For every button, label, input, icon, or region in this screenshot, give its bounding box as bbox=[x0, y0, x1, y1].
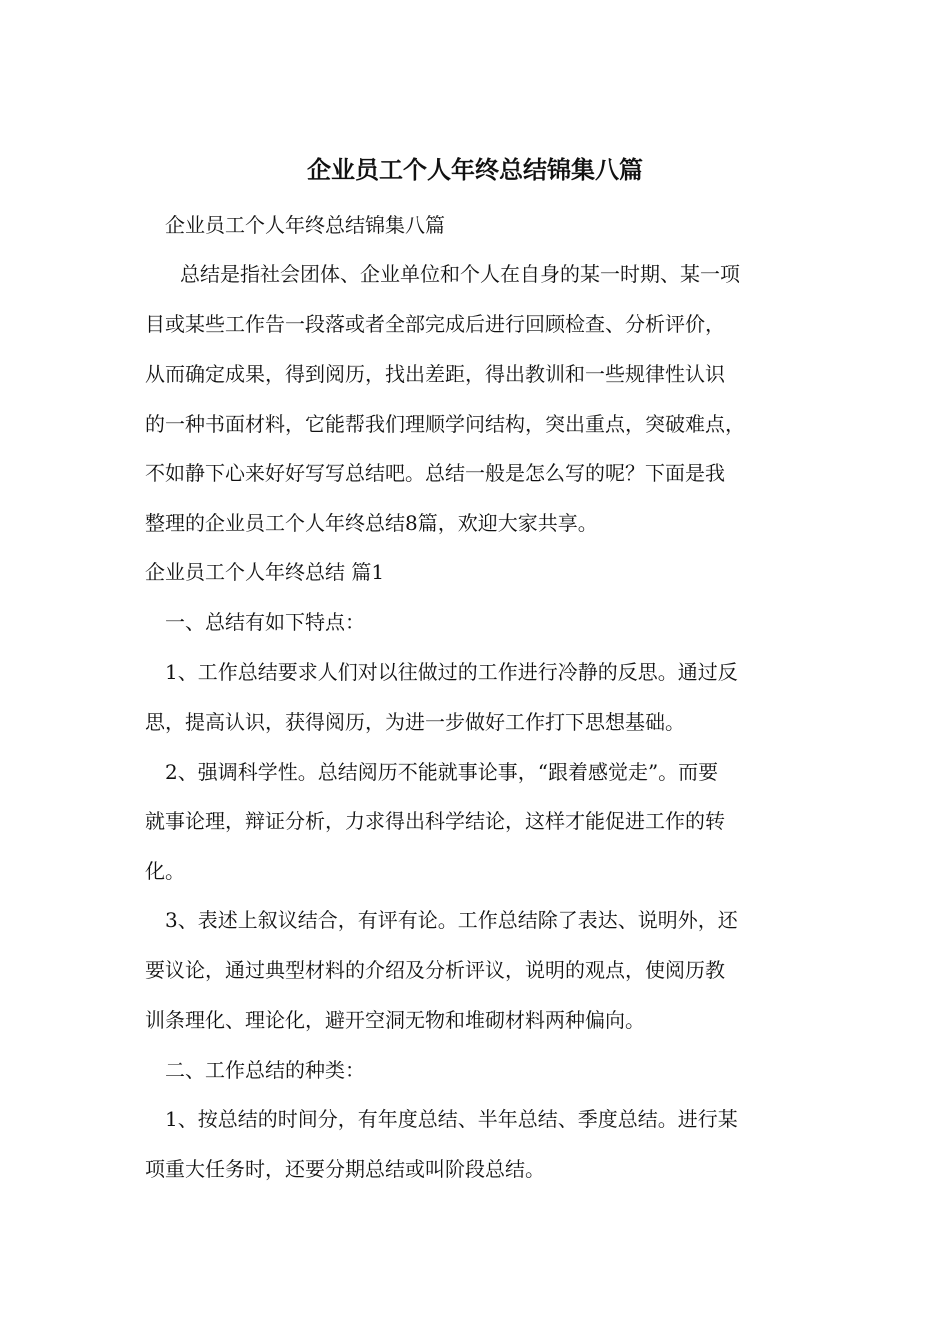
paragraph-line: 总结是指社会团体、企业单位和个人在自身的某一时期、某一项 bbox=[180, 262, 740, 286]
paragraph-line: 1、工作总结要求人们对以往做过的工作进行冷静的反思。通过反 bbox=[165, 660, 738, 684]
subsection-heading: 一、总结有如下特点： bbox=[165, 610, 365, 634]
paragraph-line: 化。 bbox=[145, 859, 185, 883]
paragraph-line: 就事论理，辩证分析，力求得出科学结论，这样才能促进工作的转 bbox=[145, 809, 725, 833]
paragraph-line: 3、表述上叙议结合，有评有论。工作总结除了表达、说明外，还 bbox=[165, 908, 738, 932]
paragraph-line: 的一种书面材料，它能帮我们理顺学问结构，突出重点，突破难点， bbox=[145, 412, 745, 436]
paragraph-line: 思，提高认识，获得阅历，为进一步做好工作打下思想基础。 bbox=[145, 710, 685, 734]
paragraph-line: 整理的企业员工个人年终总结8篇，欢迎大家共享。 bbox=[145, 511, 598, 535]
section-heading: 企业员工个人年终总结 篇1 bbox=[145, 560, 385, 584]
paragraph-line: 从而确定成果，得到阅历，找出差距，得出教训和一些规律性认识 bbox=[145, 362, 725, 386]
subsection-heading: 二、工作总结的种类： bbox=[165, 1058, 365, 1082]
paragraph-line: 项重大任务时，还要分期总结或叫阶段总结。 bbox=[145, 1157, 545, 1181]
paragraph-line: 训条理化、理论化，避开空洞无物和堆砌材料两种偏向。 bbox=[145, 1008, 645, 1032]
paragraph-line: 目或某些工作告一段落或者全部完成后进行回顾检查、分析评价， bbox=[145, 312, 725, 336]
subtitle-line: 企业员工个人年终总结锦集八篇 bbox=[165, 213, 445, 237]
paragraph-line: 2、强调科学性。总结阅历不能就事论事，“跟着感觉走”。而要 bbox=[165, 760, 719, 784]
paragraph-line: 1、按总结的时间分，有年度总结、半年总结、季度总结。进行某 bbox=[165, 1107, 738, 1131]
paragraph-line: 要议论，通过典型材料的介绍及分析评议，说明的观点，使阅历教 bbox=[145, 958, 725, 982]
document-title: 企业员工个人年终总结锦集八篇 bbox=[307, 156, 643, 184]
paragraph-line: 不如静下心来好好写写总结吧。总结一般是怎么写的呢？下面是我 bbox=[145, 461, 725, 485]
